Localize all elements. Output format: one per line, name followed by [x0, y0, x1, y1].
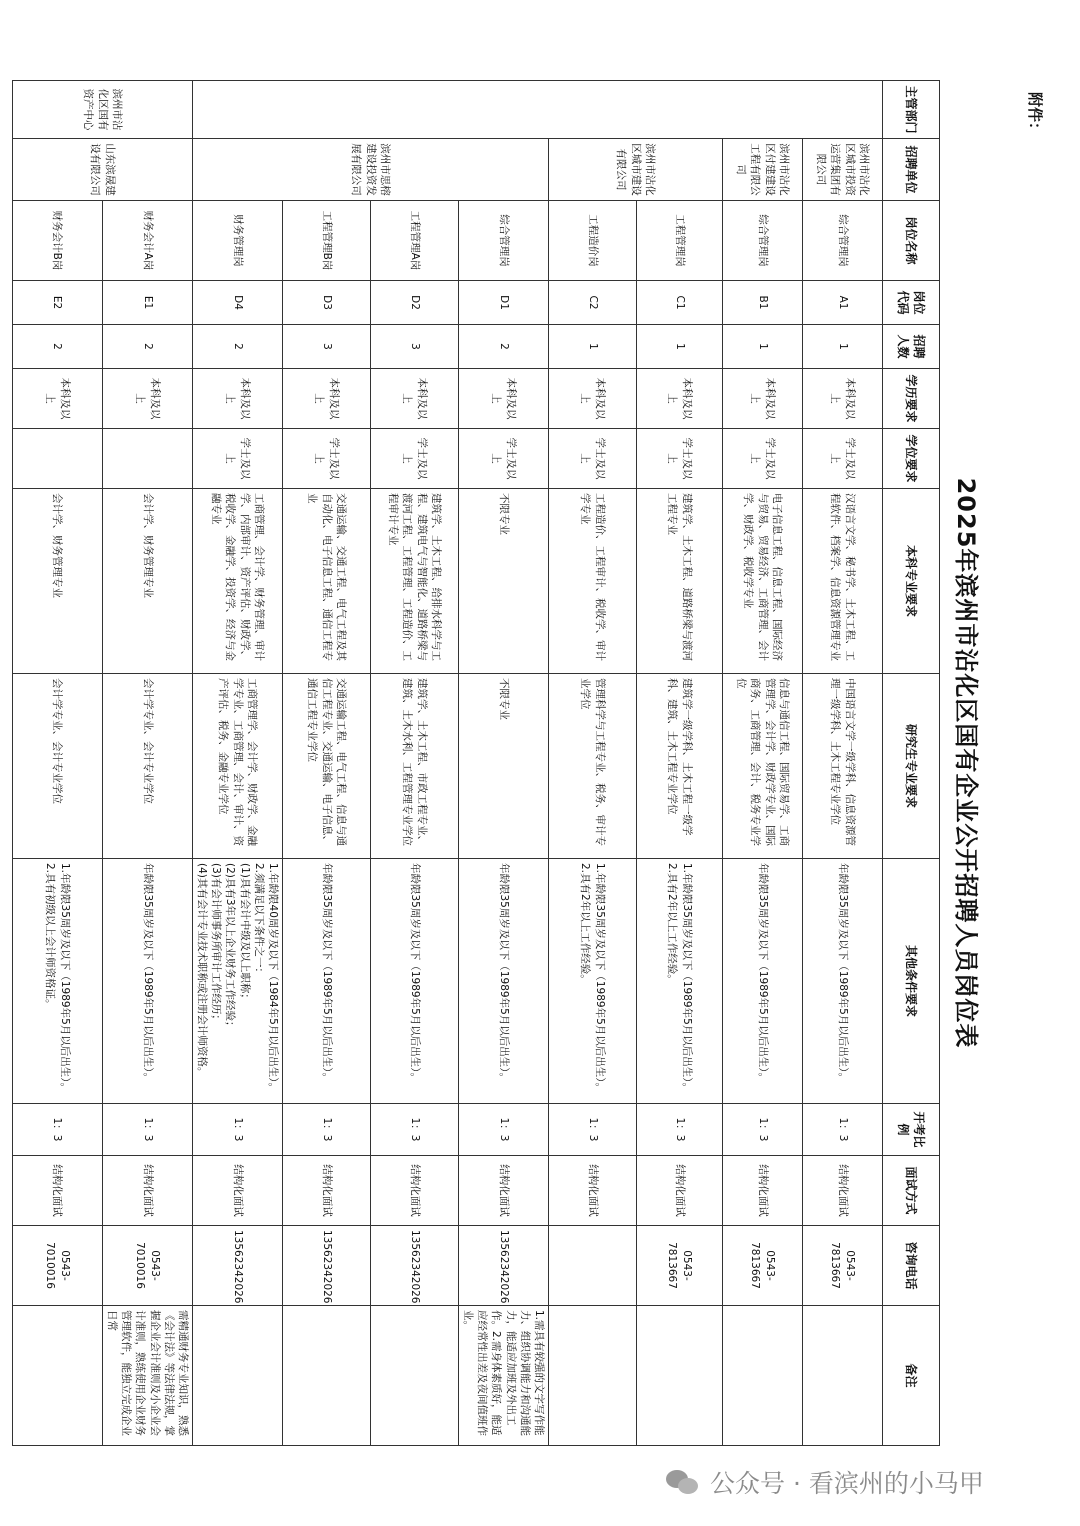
- conditions-cell: [102, 859, 192, 1104]
- ratio-cell: 1：3: [370, 1104, 458, 1156]
- ug-major-cell: 汉语言文学、秘书学、土木工程、工程软件、档案学、信息资源管理专业: [803, 489, 883, 674]
- header-ratio: 开考比例: [883, 1104, 940, 1156]
- page-title: 2025年滨州市沾化区国有企业公开招聘人员岗位表: [952, 477, 980, 1049]
- table-row: [102, 81, 192, 1446]
- phone-cell: 13562342026: [282, 1226, 370, 1306]
- condition-line: 2.具有初级以上会计师资格证。: [44, 863, 57, 1010]
- conditions-cell: [192, 859, 282, 1104]
- note-cell: 1.需具有较强的文字写作能力、组织协调能力和沟通能力，能适应加班及外出工作。2.需身体素质好，能适应经常性出差及夜间值班作业。: [458, 1306, 548, 1446]
- note-cell: [12, 1306, 102, 1446]
- condition-line: 1.年龄限35周岁及以下（1989年5月以后出生）。: [58, 863, 71, 1094]
- num-cell: 1: [803, 325, 883, 369]
- phone-cell: 0543-7010016: [12, 1226, 102, 1306]
- num-cell: 1: [723, 325, 803, 369]
- edu-cell: 本科及以上: [458, 369, 548, 429]
- degree-cell: 学士及以上: [370, 429, 458, 489]
- ratio-cell: 1：3: [102, 1104, 192, 1156]
- condition-line: 1.年龄限35周岁及以下（1989年5月以后出生）。: [680, 863, 693, 1094]
- ratio-cell: 1：3: [803, 1104, 883, 1156]
- phone-cell: 0543-7813667: [723, 1226, 803, 1306]
- code-cell: D1: [458, 281, 548, 325]
- pg-major-cell: 工商管理学、会计学、财政学、金融学专业、工商管理、会计、审计、资产评估、税务、金融专业学位: [192, 674, 282, 859]
- ug-major-cell: 电子信息工程、信息工程、国际经济与贸易、贸易经济、工商管理、会计学、财政学、税收学专业: [723, 489, 803, 674]
- table-row: [723, 81, 803, 1446]
- post-cell: 财务管理岗: [192, 201, 282, 281]
- code-cell: E1: [102, 281, 192, 325]
- code-cell: C2: [549, 281, 637, 325]
- table-row: [803, 81, 883, 1446]
- ratio-cell: 1：3: [723, 1104, 803, 1156]
- ratio-cell: 1：3: [549, 1104, 637, 1156]
- conditions-cell: [282, 859, 370, 1104]
- conditions-cell: [549, 859, 637, 1104]
- pg-major-cell: 建筑学一级学科、土木工程一级学科、建筑、土木工程专业学位: [637, 674, 723, 859]
- header-unit: 招聘单位: [883, 139, 940, 201]
- condition-line: 年龄限35周岁及以下（1989年5月以后出生）。: [756, 863, 769, 1084]
- edu-cell: 本科及以上: [12, 369, 102, 429]
- code-cell: A1: [803, 281, 883, 325]
- phone-cell: 13562342026: [370, 1226, 458, 1306]
- ug-major-cell: 不限专业: [458, 489, 548, 674]
- pg-major-cell: 建筑学、土木工程、市政工程专业、建筑、土木水利、工程管理专业学位: [370, 674, 458, 859]
- watermark: [666, 1460, 1056, 1504]
- code-cell: D2: [370, 281, 458, 325]
- note-cell: 需精通财务专业知识，熟悉《会计法》等法律法规，掌握企业会计准则及小企业会计准则，熟练使用企业财务管理软件，能独立完成企业日常: [102, 1306, 192, 1446]
- conditions-cell: [723, 859, 803, 1104]
- degree-cell: [102, 429, 192, 489]
- ratio-cell: 1：3: [282, 1104, 370, 1156]
- header-degree: 学位要求: [883, 429, 940, 489]
- post-cell: 工程造价岗: [549, 201, 637, 281]
- ug-major-cell: 工商管理、会计学、财务管理、审计学、内部审计、资产评估、财政学、税收学、金融学、投资学、经济与金融专业: [192, 489, 282, 674]
- header-ug: 本科专业要求: [883, 489, 940, 674]
- unit-cell: 山东滨晟建设有限公司: [12, 139, 192, 201]
- condition-line: (1)具有会计中级及以上职称；: [238, 863, 251, 1004]
- header-cond: 其他条件要求: [883, 859, 940, 1104]
- table-row: [282, 81, 370, 1446]
- table-row: [370, 81, 458, 1446]
- condition-line: (3)有会计师事务所审计工作经历；: [210, 863, 223, 1025]
- num-cell: 2: [458, 325, 548, 369]
- conditions-cell: [12, 859, 102, 1104]
- interview-cell: 结构化面试: [12, 1156, 102, 1226]
- code-cell: C1: [637, 281, 723, 325]
- note-cell: [370, 1306, 458, 1446]
- condition-line: 年龄限35周岁及以下（1989年5月以后出生）。: [320, 863, 333, 1084]
- phone-cell: 13562342026: [458, 1226, 548, 1306]
- table-row: [458, 81, 548, 1446]
- pg-major-cell: 管理科学与工程专业、税务、审计专业学位: [549, 674, 637, 859]
- interview-cell: 结构化面试: [282, 1156, 370, 1226]
- condition-line: 2.具有2年以上工作经验。: [666, 863, 679, 985]
- pg-major-cell: 会计学专业、会计专业学位: [12, 674, 102, 859]
- table-row: [549, 81, 637, 1446]
- post-cell: 工程管理B岗: [282, 201, 370, 281]
- condition-line: (2)具有3年以上企业财务工作经验；: [224, 863, 237, 1032]
- degree-cell: 学士及以上: [192, 429, 282, 489]
- table-row: [192, 81, 282, 1446]
- condition-line: 年龄限35周岁及以下（1989年5月以后出生）。: [836, 863, 849, 1084]
- code-cell: D4: [192, 281, 282, 325]
- unit-cell: 滨州市沾化区城市建设有限公司: [549, 139, 723, 201]
- edu-cell: 本科及以上: [637, 369, 723, 429]
- header-edu: 学历要求: [883, 369, 940, 429]
- unit-cell: 滨州市沾化区城市投资运营集团有限公司: [803, 139, 883, 201]
- num-cell: 2: [102, 325, 192, 369]
- interview-cell: 结构化面试: [637, 1156, 723, 1226]
- num-cell: 3: [370, 325, 458, 369]
- num-cell: 1: [637, 325, 723, 369]
- phone-cell: 0543-7813667: [803, 1226, 883, 1306]
- wechat-icon: [666, 1468, 700, 1496]
- header-dept: 主管部门: [883, 81, 940, 139]
- dept-cell: [192, 81, 882, 139]
- ug-major-cell: 会计学、财务管理专业: [12, 489, 102, 674]
- condition-line: 1.年龄限35周岁及以下（1989年5月以后出生）。: [593, 863, 606, 1094]
- ug-major-cell: 建筑学、土木工程、道路桥梁与渡河工程专业: [637, 489, 723, 674]
- dept-cell: 滨州市沾化区国有资产中心: [12, 81, 192, 139]
- header-post: 岗位名称: [883, 201, 940, 281]
- conditions-cell: [370, 859, 458, 1104]
- ratio-cell: 1：3: [12, 1104, 102, 1156]
- ug-major-cell: 建筑学、土木工程、给排水科学与工程、建筑电气与智能化、道路桥梁与渡河工程、工程管理、工程造价、工程审计专业: [370, 489, 458, 674]
- num-cell: 1: [549, 325, 637, 369]
- pg-major-cell: 中国语言文学一级学科、信息资源管理一级学科、土木工程专业学位: [803, 674, 883, 859]
- pg-major-cell: 会计学专业、会计专业学位: [102, 674, 192, 859]
- code-cell: B1: [723, 281, 803, 325]
- degree-cell: 学士及以上: [458, 429, 548, 489]
- pg-major-cell: 信息与通信工程、国际贸易学、工商管理学、会计学、财政学专业、国际商务、工商管理、会计、税务专业学位: [723, 674, 803, 859]
- phone-cell: 0543-7010016: [102, 1226, 192, 1306]
- code-cell: E2: [12, 281, 102, 325]
- conditions-cell: [637, 859, 723, 1104]
- phone-cell: 0543-7813667: [637, 1226, 723, 1306]
- attachment-label: 附件：: [1026, 92, 1044, 138]
- code-cell: D3: [282, 281, 370, 325]
- note-cell: [282, 1306, 370, 1446]
- unit-cell: 滨州市思榕建设投资发展有限公司: [192, 139, 548, 201]
- note-cell: [723, 1306, 803, 1446]
- post-cell: 工程管理岗: [637, 201, 723, 281]
- header-row: [883, 81, 940, 1446]
- phone-cell: 13562342026: [192, 1226, 282, 1306]
- ratio-cell: 1：3: [458, 1104, 548, 1156]
- post-cell: 综合管理岗: [723, 201, 803, 281]
- table-row: [637, 81, 723, 1446]
- post-cell: 工程管理A岗: [370, 201, 458, 281]
- pg-major-cell: 不限专业: [458, 674, 548, 859]
- condition-line: 年龄限35周岁及以下（1989年5月以后出生）。: [141, 863, 154, 1084]
- condition-line: 年龄限35周岁及以下（1989年5月以后出生）。: [408, 863, 421, 1084]
- ratio-cell: 1：3: [192, 1104, 282, 1156]
- note-cell: [192, 1306, 282, 1446]
- post-cell: 财务会计B岗: [12, 201, 102, 281]
- interview-cell: 结构化面试: [102, 1156, 192, 1226]
- unit-cell: 滨州市沾化区付建建设工程有限公司: [723, 139, 803, 201]
- post-cell: 财务会计A岗: [102, 201, 192, 281]
- table-row: [12, 81, 102, 1446]
- edu-cell: 本科及以上: [192, 369, 282, 429]
- ug-major-cell: 交通运输、交通工程、电气工程及其自动化、电子信息工程、通信工程专业: [282, 489, 370, 674]
- positions-table: [12, 80, 940, 1446]
- num-cell: 2: [12, 325, 102, 369]
- post-cell: 综合管理岗: [458, 201, 548, 281]
- interview-cell: 结构化面试: [723, 1156, 803, 1226]
- condition-line: 2.须满足以下条件之一：: [252, 863, 265, 979]
- edu-cell: 本科及以上: [370, 369, 458, 429]
- interview-cell: 结构化面试: [549, 1156, 637, 1226]
- condition-line: 2.具有2年以上工作经验。: [579, 863, 592, 985]
- header-interview: 面试方式: [883, 1156, 940, 1226]
- interview-cell: 结构化面试: [370, 1156, 458, 1226]
- edu-cell: 本科及以上: [723, 369, 803, 429]
- phone-cell: [549, 1226, 637, 1306]
- watermark-text: 公众号 · 看滨州的小马甲: [710, 1469, 984, 1498]
- degree-cell: 学士及以上: [723, 429, 803, 489]
- degree-cell: 学士及以上: [282, 429, 370, 489]
- ug-major-cell: 会计学、财务管理专业: [102, 489, 192, 674]
- post-cell: 综合管理岗: [803, 201, 883, 281]
- note-cell: [637, 1306, 723, 1446]
- num-cell: 2: [192, 325, 282, 369]
- edu-cell: 本科及以上: [282, 369, 370, 429]
- interview-cell: 结构化面试: [803, 1156, 883, 1226]
- conditions-cell: [803, 859, 883, 1104]
- interview-cell: 结构化面试: [192, 1156, 282, 1226]
- header-note: 备注: [883, 1306, 940, 1446]
- edu-cell: 本科及以上: [803, 369, 883, 429]
- num-cell: 3: [282, 325, 370, 369]
- header-pg: 研究生专业要求: [883, 674, 940, 859]
- condition-line: (4)其有会计专业技术职称或注册会计师资格。: [196, 863, 209, 1078]
- edu-cell: 本科及以上: [549, 369, 637, 429]
- condition-line: 年龄限35周岁及以下（1989年5月以后出生）。: [497, 863, 510, 1084]
- degree-cell: 学士及以上: [637, 429, 723, 489]
- note-cell: [803, 1306, 883, 1446]
- header-num: 招聘人数: [883, 325, 940, 369]
- degree-cell: [12, 429, 102, 489]
- header-phone: 咨询电话: [883, 1226, 940, 1306]
- pg-major-cell: 交通运输工程、电气工程、信息与通信工程专业、交通运输、电子信息、通信工程专业学位: [282, 674, 370, 859]
- edu-cell: 本科及以上: [102, 369, 192, 429]
- table-body: [12, 81, 882, 1446]
- ratio-cell: 1：3: [637, 1104, 723, 1156]
- conditions-cell: [458, 859, 548, 1104]
- ug-major-cell: 工程造价、工程审计、税收学、审计学专业: [549, 489, 637, 674]
- degree-cell: 学士及以上: [549, 429, 637, 489]
- interview-cell: 结构化面试: [458, 1156, 548, 1226]
- header-code: 岗位代码: [883, 281, 940, 325]
- condition-line: 1.年龄限40周岁及以下（1984年5月以后出生）。: [266, 863, 279, 1094]
- degree-cell: 学士及以上: [803, 429, 883, 489]
- note-cell: [549, 1306, 637, 1446]
